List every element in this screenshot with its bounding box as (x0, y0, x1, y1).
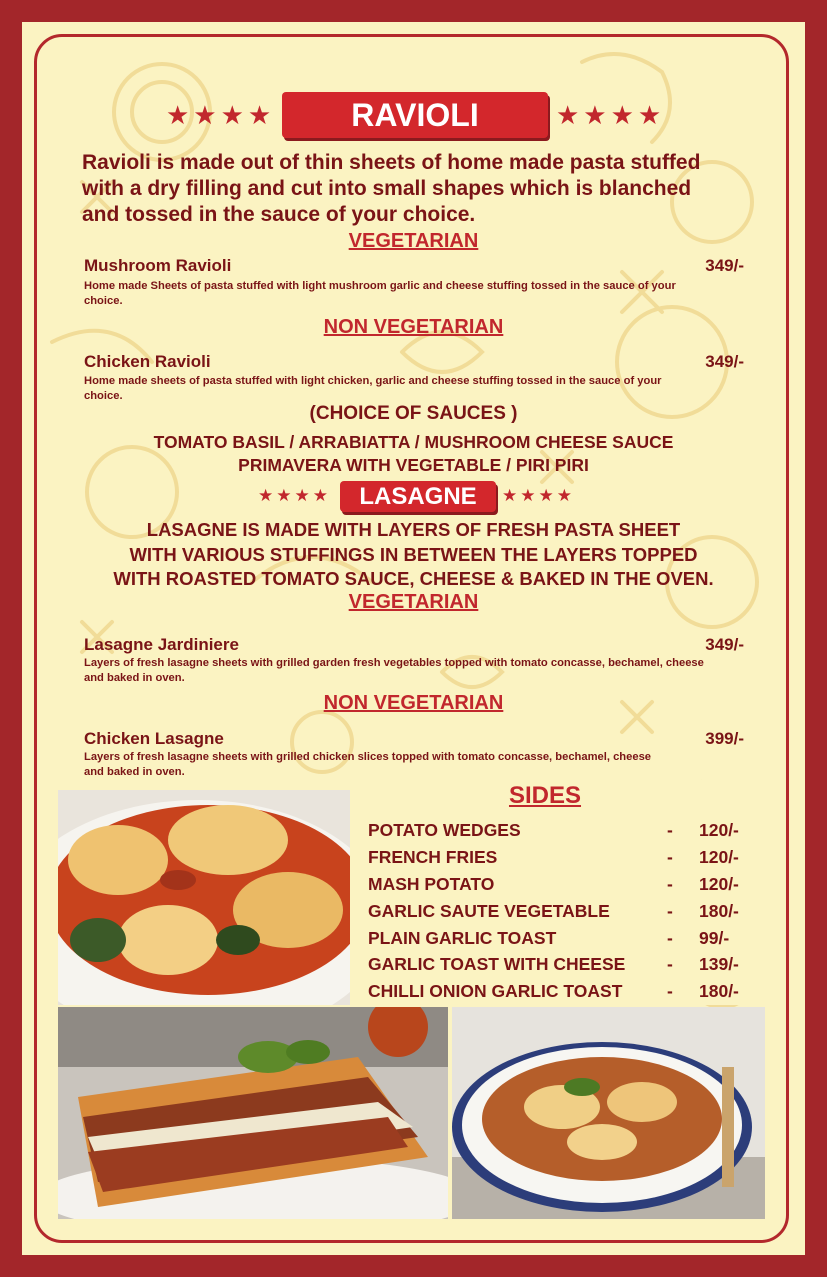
sides-item-price: 120/- (699, 847, 739, 867)
chicken-ravioli-price: 349/- (705, 352, 744, 371)
description-line: and baked in oven. (84, 672, 185, 684)
sides-item-dash: - (667, 874, 673, 894)
lasagne-jardiniere-description (84, 656, 774, 686)
chicken-lasagne-name: Chicken Lasagne (84, 729, 224, 748)
sides-item-price: 99/- (699, 928, 730, 948)
sides-item-name: CHILLI ONION GARLIC TOAST (368, 981, 623, 1001)
chicken-ravioli-name: Chicken Ravioli (84, 352, 211, 371)
lasagne-stars-left: ★★★★ (258, 486, 331, 505)
lasagne-jardiniere-name: Lasagne Jardiniere (84, 635, 239, 654)
chicken-ravioli-description (84, 374, 774, 404)
lasagne-stars-right: ★★★★ (502, 486, 575, 505)
ravioli-non-vegetarian-heading: NON VEGETARIAN (323, 316, 504, 338)
sauces-line: TOMATO BASIL / ARRABIATTA / MUSHROOM CHEESE SAUCE (153, 432, 674, 452)
sides-item-dash: - (667, 981, 673, 1001)
ravioli-intro-line: Ravioli is made out of thin sheets of home made pasta stuffed (82, 151, 701, 174)
lasagne-intro-line: WITH ROASTED TOMATO SAUCE, CHEESE & BAKED IN THE OVEN. (113, 568, 714, 589)
ravioli-plate-photo (58, 790, 350, 1005)
description-line: and baked in oven. (84, 766, 185, 778)
sides-item-name: GARLIC TOAST WITH CHEESE (368, 954, 626, 974)
sides-item-price: 120/- (699, 874, 739, 894)
sides-item-name: GARLIC SAUTE VEGETABLE (368, 901, 610, 921)
description-line: Layers of fresh lasagne sheets with grilled garden fresh vegetables topped with tomato concasse, bechamel, cheese (84, 657, 704, 669)
sides-item-price: 180/- (699, 981, 739, 1001)
sides-heading: SIDES (508, 782, 582, 809)
lasagne-non-vegetarian-heading: NON VEGETARIAN (323, 692, 504, 714)
sides-item-price: 120/- (699, 820, 739, 840)
description-line: Layers of fresh lasagne sheets with grilled chicken slices topped with tomato concasse, bechamel, cheese (84, 751, 652, 763)
lasagne-intro-line: WITH VARIOUS STUFFINGS IN BETWEEN THE LAYERS TOPPED (129, 543, 698, 565)
sides-item-dash: - (667, 928, 673, 948)
lasagne-vegetarian-heading: VEGETARIAN (348, 591, 479, 613)
sides-item-dash: - (667, 901, 673, 921)
title-stars-left: ★★★★ (166, 100, 276, 130)
description-line: choice. (84, 295, 123, 307)
sides-item-dash: - (667, 820, 673, 840)
title-stars-right: ★★★★ (556, 100, 666, 130)
lasagne-intro (30, 518, 797, 592)
sides-item-name: PLAIN GARLIC TOAST (368, 928, 557, 948)
mushroom-ravioli-price: 349/- (705, 256, 744, 275)
description-line: Home made sheets of pasta stuffed with light chicken, garlic and cheese stuffing tossed in the sauce of your (84, 375, 662, 387)
sides-item-dash: - (667, 847, 673, 867)
mushroom-ravioli-name: Mushroom Ravioli (84, 256, 232, 275)
chicken-lasagne-price: 399/- (705, 729, 744, 748)
ravioli-bolognese-bowl-photo (452, 1007, 765, 1219)
mushroom-ravioli-description (84, 279, 774, 309)
ravioli-intro (82, 150, 782, 228)
lasagne-jardiniere-price: 349/- (705, 635, 744, 654)
description-line: choice. (84, 390, 123, 402)
sides-item-dash: - (667, 954, 673, 974)
sides-item-name: FRENCH FRIES (368, 847, 498, 867)
lasagne-slice-photo (58, 1007, 448, 1219)
ravioli-intro-line: with a dry filling and cut into small shapes which is blanched (82, 177, 692, 200)
sides-item-price: 180/- (699, 901, 739, 921)
description-line: Home made Sheets of pasta stuffed with light mushroom garlic and cheese stuffing tossed in the sauce of your (84, 280, 676, 292)
sides-item-price: 139/- (699, 954, 739, 974)
ravioli-vegetarian-heading: VEGETARIAN (348, 230, 479, 252)
lasagne-title: LASAGNE (340, 481, 496, 512)
sides-item-name: MASH POTATO (368, 874, 495, 894)
chicken-lasagne-description (84, 750, 774, 780)
ravioli-title: RAVIOLI (282, 92, 548, 138)
ravioli-intro-line: and tossed in the sauce of your choice. (82, 203, 476, 226)
sauces-heading: (CHOICE OF SAUCES ) (309, 403, 518, 424)
lasagne-intro-line: LASAGNE IS MADE WITH LAYERS OF FRESH PASTA SHEET (146, 519, 681, 540)
sides-item-name: POTATO WEDGES (368, 820, 521, 840)
sauces-line: PRIMAVERA WITH VEGETABLE / PIRI PIRI (238, 455, 589, 475)
